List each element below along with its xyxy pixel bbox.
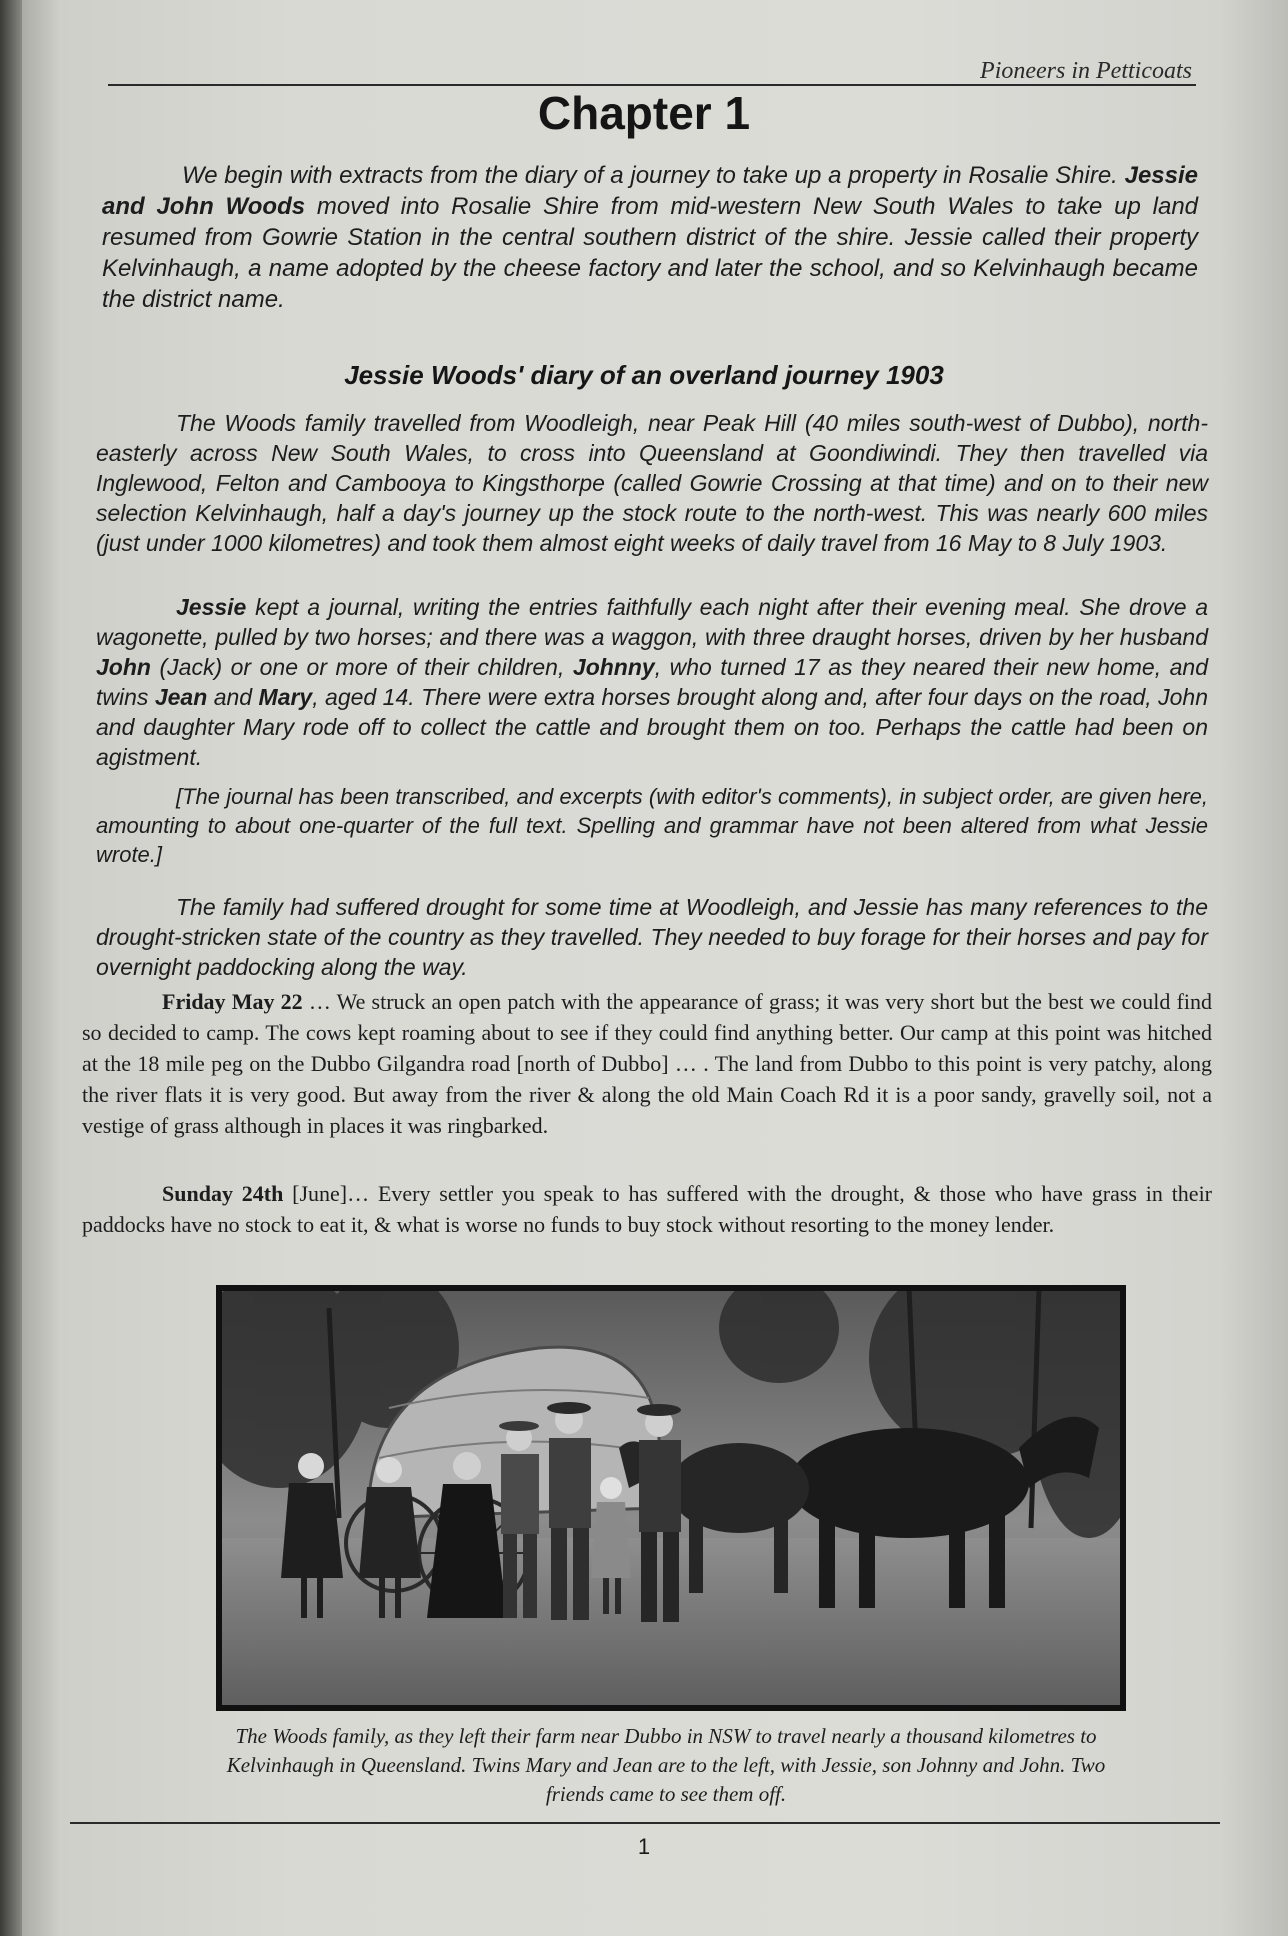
intro-text-2: moved into Rosalie Shire from mid-western New South Wales to take up land resumed from Gowrie Station in the central southern district of the shire. Jessie called their property Kelvinhaugh, a name adopted by the cheese factory and later the school, and so Kelvinhaugh became the district name. [102, 193, 1199, 313]
diary-entry-may-22 [82, 986, 1212, 1141]
name-john: John [96, 654, 151, 680]
journal-text-3: , who turned 17 as they neared their new home, and twins [96, 654, 1209, 710]
photo-illustration [219, 1288, 1123, 1708]
name-mary: Mary [258, 684, 313, 710]
diary-text-2: [June]… Every settler you speak to has suffered with the drought, & those who have grass in their paddocks have no stock to eat it, & what is worse no funds to buy stock without resorting to the money lender. [82, 1181, 1213, 1237]
editor-note: [The journal has been transcribed, and excerpts (with editor's comments), in subject order, are given here, amounting to about one-quarter of the full text. Spelling and grammar have not been altered from what Jessie wrote.] [96, 784, 1208, 867]
journal-text-2: (Jack) or one or more of their children, [159, 654, 565, 680]
intro-paragraph [102, 160, 1198, 315]
body-paragraph-journal [96, 592, 1208, 772]
journal-text-1: kept a journal, writing the entries faithfully each night after their evening meal. She drove a wagonette, pulled by two horses; and there was a waggon, with three draught horses, driven by her husband [96, 594, 1209, 650]
book-gutter [0, 0, 22, 1936]
family-photograph [216, 1285, 1126, 1711]
name-johnny: Johnny [572, 654, 655, 680]
chapter-title: Chapter 1 [537, 87, 751, 139]
journal-text-5: , aged 14. There were extra horses brought along and, after four days on the road, John and daughter Mary rode off to collect the cattle and brought them on too. Perhaps the cattle had been on agistment. [96, 684, 1208, 770]
body-paragraph-route: The Woods family travelled from Woodleigh, near Peak Hill (40 miles south-west of Dubbo), north-easterly across New South Wales, to cross into Queensland at Goondiwindi. They then travelled via Inglewood, Felton and Cambooya to Kingsthorpe (called Gowrie Crossing at that time) and on to their new selection Kelvinhaugh, half a day's journey up the stock route to the north-west. This was nearly 600 miles (just under 1000 kilometres) and took them almost eight weeks of daily travel from 16 May to 8 July 1903. [96, 410, 1208, 556]
section-heading: Jessie Woods' diary of an overland journey 1903 [344, 360, 944, 390]
running-head: Pioneers in Petticoats [980, 58, 1192, 84]
page-number: 1 [637, 1834, 651, 1859]
body-paragraph-drought: The family had suffered drought for some time at Woodleigh, and Jessie has many references to the drought-stricken state of the country as they travelled. They needed to buy forage for their horses and pay for overnight paddocking along the way. [96, 894, 1208, 980]
footer-rule [70, 1822, 1220, 1824]
photo-caption: The Woods family, as they left their farm near Dubbo in NSW to travel nearly a thousand kilometres to Kelvinhaugh in Queensland. Twins Mary and Jean are to the left, with Jessie, son Johnny and John. Two friends came to see them off. [226, 1724, 1106, 1806]
diary-date-1: Friday May 22 [162, 989, 303, 1014]
diary-date-2: Sunday 24th [162, 1181, 284, 1206]
intro-names: Jessie and John Woods [102, 162, 1199, 220]
journal-text-4: and [213, 684, 253, 710]
name-jean: Jean [154, 684, 208, 710]
name-jessie: Jessie [176, 594, 247, 620]
diary-entry-sunday-24 [82, 1178, 1212, 1240]
intro-text-1: We begin with extracts from the diary of a journey to take up a property in Rosalie Shire. [182, 162, 1118, 189]
diary-text-1: … We struck an open patch with the appearance of grass; it was very short but the best we could find so decided to camp. The cows kept roaming about to see if they could find anything better. Our camp at this point was hitched at the 18 mile peg on the Dubbo Gilgandra road [north of Dubbo] … . The land from Dubbo to this point is very patchy, along the river flats it is very good. But away from the river & along the old Main Coach Rd it is a poor sandy, gravelly soil, not a vestige of grass although in places it was ringbarked. [82, 989, 1212, 1138]
